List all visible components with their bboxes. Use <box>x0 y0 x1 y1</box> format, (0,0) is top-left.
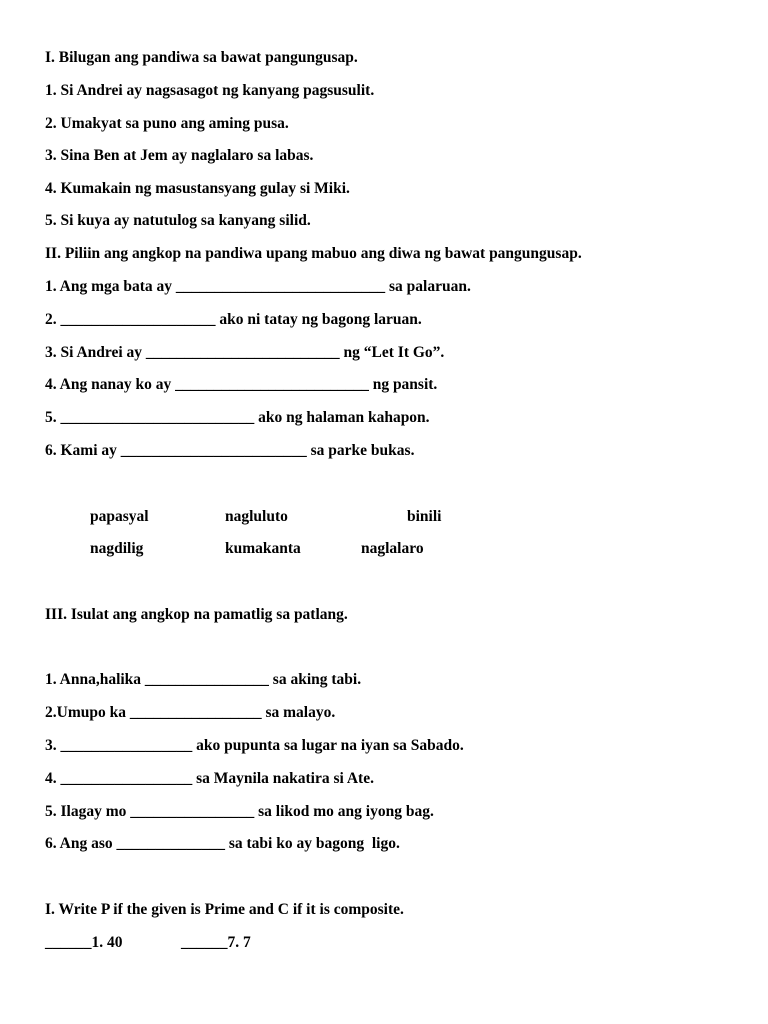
section-2-item-6: 6. Kami ay ________________________ sa parke bukas. <box>45 442 415 459</box>
section-2-item-4: 4. Ang nanay ko ay _________________________ ng pansit. <box>45 376 438 393</box>
section-2-heading: II. Piliin ang angkop na pandiwa upang mabuo ang diwa ng bawat pangungusap. <box>45 245 582 262</box>
word-bank-item: nagluluto <box>225 508 288 525</box>
section-1-item-4: 4. Kumakain ng masustansyang gulay si Miki. <box>45 180 350 197</box>
word-bank-item: binili <box>407 508 442 525</box>
section-1-item-2: 2. Umakyat sa puno ang aming pusa. <box>45 115 289 132</box>
section-3-heading: III. Isulat ang angkop na pamatlig sa patlang. <box>45 606 348 623</box>
section-2-item-1: 1. Ang mga bata ay ___________________________ sa palaruan. <box>45 278 471 295</box>
section-2-item-3: 3. Si Andrei ay _________________________ ng “Let It Go”. <box>45 344 445 361</box>
section-3-item-5: 5. Ilagay mo ________________ sa likod mo ang iyong bag. <box>45 803 434 820</box>
section-2-item-5: 5. _________________________ ako ng halaman kahapon. <box>45 409 430 426</box>
section-2-item-2: 2. ____________________ ako ni tatay ng bagong laruan. <box>45 311 422 328</box>
section-1-item-3: 3. Sina Ben at Jem ay naglalaro sa labas. <box>45 147 314 164</box>
section-3-item-2: 2.Umupo ka _________________ sa malayo. <box>45 704 336 721</box>
section-3-item-3: 3. _________________ ako pupunta sa lugar na iyan sa Sabado. <box>45 737 464 754</box>
word-bank-item: nagdilig <box>90 540 144 557</box>
section-1-heading: I. Bilugan ang pandiwa sa bawat pangungusap. <box>45 49 358 66</box>
section-4-heading: I. Write P if the given is Prime and C if it is composite. <box>45 901 404 918</box>
section-3-item-6: 6. Ang aso ______________ sa tabi ko ay bagong ligo. <box>45 835 400 852</box>
section-1-item-5: 5. Si kuya ay natutulog sa kanyang silid. <box>45 212 311 229</box>
word-bank-item: papasyal <box>90 508 149 525</box>
section-4-item-2: ______7. 7 <box>181 934 251 951</box>
section-3-item-4: 4. _________________ sa Maynila nakatira si Ate. <box>45 770 374 787</box>
section-4-item-1: ______1. 40 <box>45 934 123 951</box>
word-bank-item: kumakanta <box>225 540 301 557</box>
section-1-item-1: 1. Si Andrei ay nagsasagot ng kanyang pagsusulit. <box>45 82 375 99</box>
section-3-item-1: 1. Anna,halika ________________ sa aking tabi. <box>45 671 362 688</box>
word-bank-item: naglalaro <box>361 540 424 557</box>
